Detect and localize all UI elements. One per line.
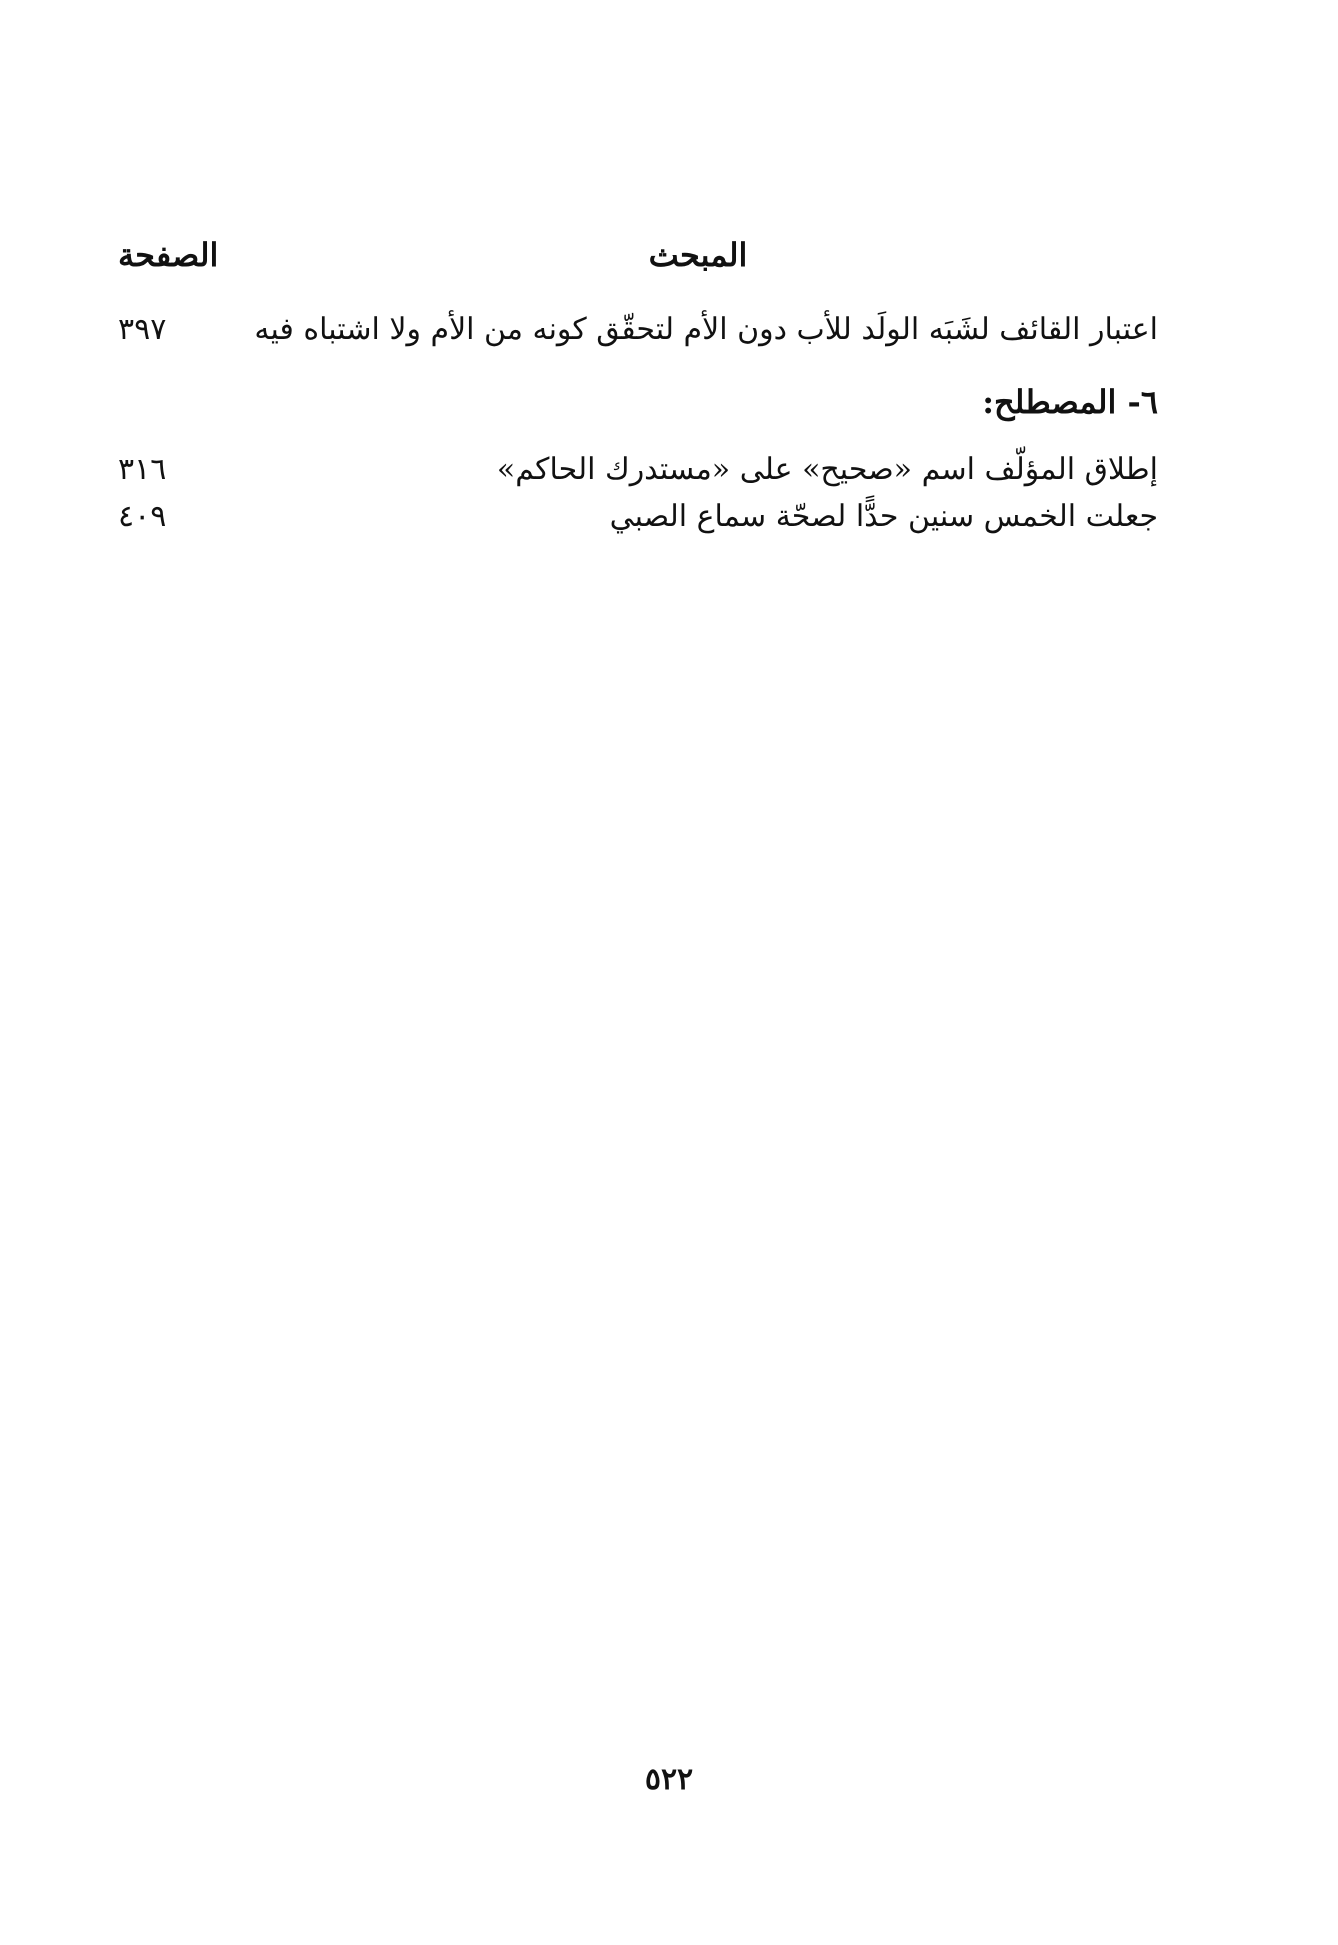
table-header [118,233,1158,277]
section-heading: ٦- المصطلح: [982,383,1158,421]
entry-page-number: ٣١٦ [118,452,167,487]
index-entry [118,497,1158,537]
topic-column-heading: المبحث [648,236,748,274]
index-entry [118,450,1158,490]
entry-page-number: ٤٠٩ [118,499,167,534]
entry-topic: إطلاق المؤلّف اسم «صحيح» على «مستدرك الحاكم» [496,452,1158,487]
entry-topic: اعتبار القائف لشَبَه الولَد للأب دون الأم لتحقّق كونه من الأم ولا اشتباه فيه [254,312,1158,347]
entry-topic: جعلت الخمس سنين حدًّا لصحّة سماع الصبي [609,499,1158,534]
index-entry [118,310,1158,350]
entry-page-number: ٣٩٧ [118,312,167,347]
page-column-heading: الصفحة [118,236,219,274]
page-number-footer: ٥٢٢ [644,1762,694,1797]
